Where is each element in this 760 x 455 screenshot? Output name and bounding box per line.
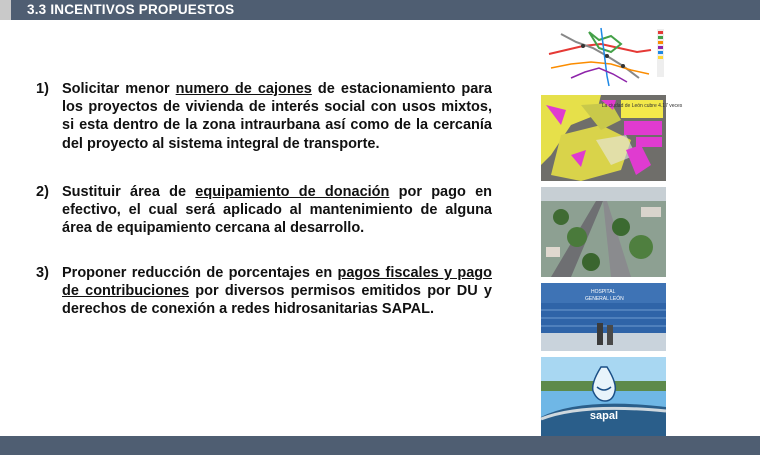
item-text-part: por diversos permisos emitidos por DU y derechos de conexión a redes hidrosanitarias SAPAL. — [62, 283, 492, 318]
item-number: 1) — [36, 81, 49, 97]
item-text — [62, 80, 492, 153]
map-note: La ciudad de León cubre 4.17 veces — [601, 103, 683, 109]
item-number: 2) — [36, 184, 49, 200]
item-text-part: de estacionamiento para los proyectos de vivienda de interés social con usos mixtos, si esta dentro de la zona intraurbana así como de la cercanía del proyecto al sistema integral de transporte. — [62, 81, 492, 152]
transit-map-image — [541, 24, 666, 90]
hospital-image — [541, 283, 666, 351]
sapal-logo-text: sapal — [589, 410, 619, 422]
item-text-part: por pago en efectivo, el cual será aplicado al mantenimiento de alguna área de equipamiento cercana al desarrollo. — [62, 184, 492, 237]
item-text-part: Sustituir área de — [62, 184, 196, 200]
footer-bar — [0, 436, 760, 455]
aerial-city-image — [541, 187, 666, 277]
sapal-image — [541, 357, 666, 436]
zoning-map-image — [541, 95, 683, 181]
item-text-part: Solicitar menor — [62, 81, 176, 97]
header-accent — [0, 0, 11, 20]
item-text-part: Proponer reducción de porcentajes en — [62, 265, 338, 281]
item-number: 3) — [36, 265, 49, 281]
hospital-sign-1: HOSPITAL — [591, 289, 616, 295]
item-underlined: equipamiento de donación — [195, 184, 390, 200]
hospital-sign-2: GENERAL LEÓN — [585, 296, 624, 302]
item-text — [62, 264, 492, 319]
item-underlined: pagos fiscales y pago de contribuciones — [62, 265, 492, 300]
header-bar — [0, 0, 760, 20]
item-text — [62, 183, 492, 238]
item-underlined: numero de cajones — [175, 81, 312, 97]
page-title: 3.3 INCENTIVOS PROPUESTOS — [27, 2, 235, 17]
